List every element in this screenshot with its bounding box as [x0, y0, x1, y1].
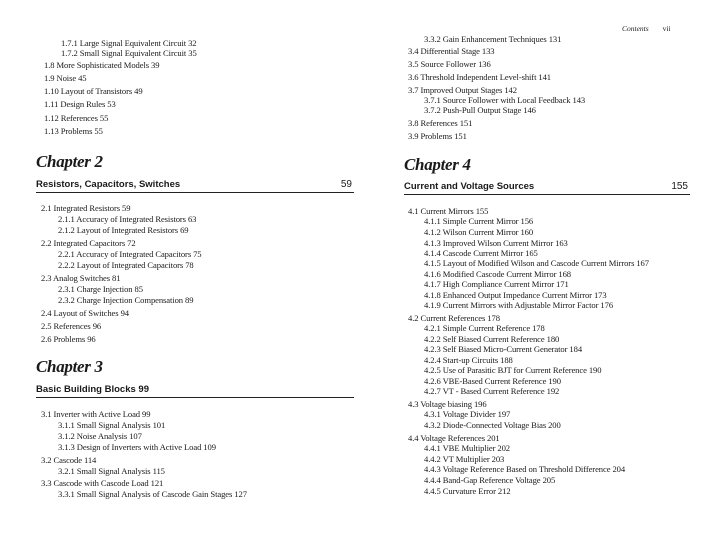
- chapter-heading: Chapter 2: [36, 152, 103, 171]
- toc-entry: 3.8 References 151: [408, 118, 473, 128]
- toc-entry: 2.3.2 Charge Injection Compensation 89: [58, 295, 194, 305]
- toc-entry: 1.11 Design Rules 53: [44, 99, 116, 109]
- toc-entry: 3.7.2 Push-Pull Output Stage 146: [424, 105, 536, 115]
- toc-entry: 4.1.1 Simple Current Mirror 156: [424, 216, 534, 226]
- toc-entry: 3.7.1 Source Follower with Local Feedback 143: [424, 95, 586, 105]
- chapter-heading: Chapter 3: [36, 357, 103, 376]
- chapter-page-number: 99: [138, 384, 149, 395]
- toc-entry: 2.6 Problems 96: [41, 334, 96, 344]
- toc-entry: 3.9 Problems 151: [408, 131, 467, 141]
- toc-entry: 2.1 Integrated Resistors 59: [41, 203, 131, 213]
- toc-entry: 3.3.2 Gain Enhancement Techniques 131: [424, 34, 562, 44]
- toc-entry: 1.10 Layout of Transistors 49: [44, 86, 143, 96]
- toc-entry: 4.2.5 Use of Parasitic BJT for Current Reference 190: [424, 365, 602, 375]
- toc-entry: 4.1.3 Improved Wilson Current Mirror 163: [424, 238, 568, 248]
- toc-entry: 3.3.1 Small Signal Analysis of Cascode Gain Stages 127: [58, 489, 247, 499]
- chapter-title-text: Basic Building Blocks: [36, 384, 136, 395]
- toc-entry: 3.6 Threshold Independent Level-shift 141: [408, 72, 551, 82]
- toc-entry: 4.1 Current Mirrors 155: [408, 206, 489, 216]
- toc-entry: 4.3 Voltage biasing 196: [408, 399, 487, 409]
- toc-entry: 4.1.5 Layout of Modified Wilson and Cascode Current Mirrors 167: [424, 258, 649, 268]
- running-header: [622, 24, 671, 33]
- toc-entry: 2.3.1 Charge Injection 85: [58, 284, 143, 294]
- toc-entry: 1.8 More Sophisticated Models 39: [44, 60, 160, 70]
- toc-entry: 1.7.2 Small Signal Equivalent Circuit 35: [61, 48, 197, 58]
- toc-entry: 4.1.4 Cascode Current Mirror 165: [424, 248, 538, 258]
- toc-entry: 4.3.2 Diode-Connected Voltage Bias 200: [424, 420, 561, 430]
- chapter-heading: Chapter 4: [404, 155, 471, 174]
- chapter-title-text: Current and Voltage Sources: [404, 181, 535, 192]
- toc-entry: 4.3.1 Voltage Divider 197: [424, 409, 511, 419]
- toc-entry: 4.2.2 Self Biased Current Reference 180: [424, 334, 560, 344]
- toc-entry: 4.1.8 Enhanced Output Impedance Current Mirror 173: [424, 290, 607, 300]
- toc-entry: 3.3 Cascode with Cascode Load 121: [41, 478, 164, 488]
- toc-entry: 2.2.2 Layout of Integrated Capacitors 78: [58, 260, 194, 270]
- toc-entry: 3.1 Inverter with Active Load 99: [41, 409, 151, 419]
- toc-entry: 2.1.2 Layout of Integrated Resistors 69: [58, 225, 189, 235]
- header-label: Contents: [622, 24, 649, 33]
- toc-entry: 4.2.4 Start-up Circuits 188: [424, 355, 513, 365]
- toc-entry: 3.5 Source Follower 136: [408, 59, 491, 69]
- toc-entry: 4.2.7 VT - Based Current Reference 192: [424, 386, 560, 396]
- toc-entry: 3.2 Cascode 114: [41, 455, 97, 465]
- chapter-page-number: 59: [340, 179, 352, 190]
- toc-entry: 4.2.3 Self Biased Micro-Current Generator 184: [424, 344, 583, 354]
- toc-entry: 2.2.1 Accuracy of Integrated Capacitors 75: [58, 249, 202, 259]
- toc-entry: 4.4.3 Voltage Reference Based on Threshold Difference 204: [424, 464, 626, 474]
- toc-entry: 2.2 Integrated Capacitors 72: [41, 238, 136, 248]
- chapter-title: [404, 180, 690, 195]
- toc-entry: 3.1.1 Small Signal Analysis 101: [58, 420, 166, 430]
- toc-entry: 3.7 Improved Output Stages 142: [408, 85, 517, 95]
- toc-entry: 2.1.1 Accuracy of Integrated Resistors 63: [58, 214, 197, 224]
- toc-entry: 4.1.6 Modified Cascode Current Mirror 168: [424, 269, 571, 279]
- toc-entry: 1.7.1 Large Signal Equivalent Circuit 32: [61, 38, 197, 48]
- chapter-title-text: Resistors, Capacitors, Switches: [36, 179, 181, 190]
- toc-entry: 2.5 References 96: [41, 321, 102, 331]
- toc-entry: 4.4.4 Band-Gap Reference Voltage 205: [424, 475, 556, 485]
- toc-entry: 4.1.9 Current Mirrors with Adjustable Mirror Factor 176: [424, 300, 614, 310]
- toc-entry: 4.2 Current References 178: [408, 313, 500, 323]
- toc-entry: 4.4.2 VT Multiplier 203: [424, 454, 505, 464]
- chapter-title: [36, 178, 354, 193]
- toc-entry: 3.4 Differential Stage 133: [408, 46, 495, 56]
- toc-entry: 2.4 Layout of Switches 94: [41, 308, 129, 318]
- header-page-number: vii: [662, 24, 671, 33]
- toc-entry: 3.2.1 Small Signal Analysis 115: [58, 466, 165, 476]
- toc-entry: 4.4.5 Curvature Error 212: [424, 486, 511, 496]
- toc-entry: 3.1.2 Noise Analysis 107: [58, 431, 142, 441]
- toc-entry: 4.4.1 VBE Multiplier 202: [424, 443, 511, 453]
- toc-entry: 4.4 Voltage References 201: [408, 433, 500, 443]
- chapter-title: [36, 383, 354, 398]
- toc-entry: 1.12 References 55: [44, 113, 109, 123]
- toc-entry: 4.1.2 Wilson Current Mirror 160: [424, 227, 534, 237]
- chapter-page-number: 155: [671, 181, 688, 192]
- toc-entry: 4.2.6 VBE-Based Current Reference 190: [424, 376, 561, 386]
- toc-entry: 1.9 Noise 45: [44, 73, 87, 83]
- toc-entry: 4.1.7 High Compliance Current Mirror 171: [424, 279, 569, 289]
- toc-entry: 2.3 Analog Switches 81: [41, 273, 121, 283]
- toc-entry: 4.2.1 Simple Current Reference 178: [424, 323, 545, 333]
- toc-entry: 3.1.3 Design of Inverters with Active Load 109: [58, 442, 216, 452]
- toc-entry: 1.13 Problems 55: [44, 126, 103, 136]
